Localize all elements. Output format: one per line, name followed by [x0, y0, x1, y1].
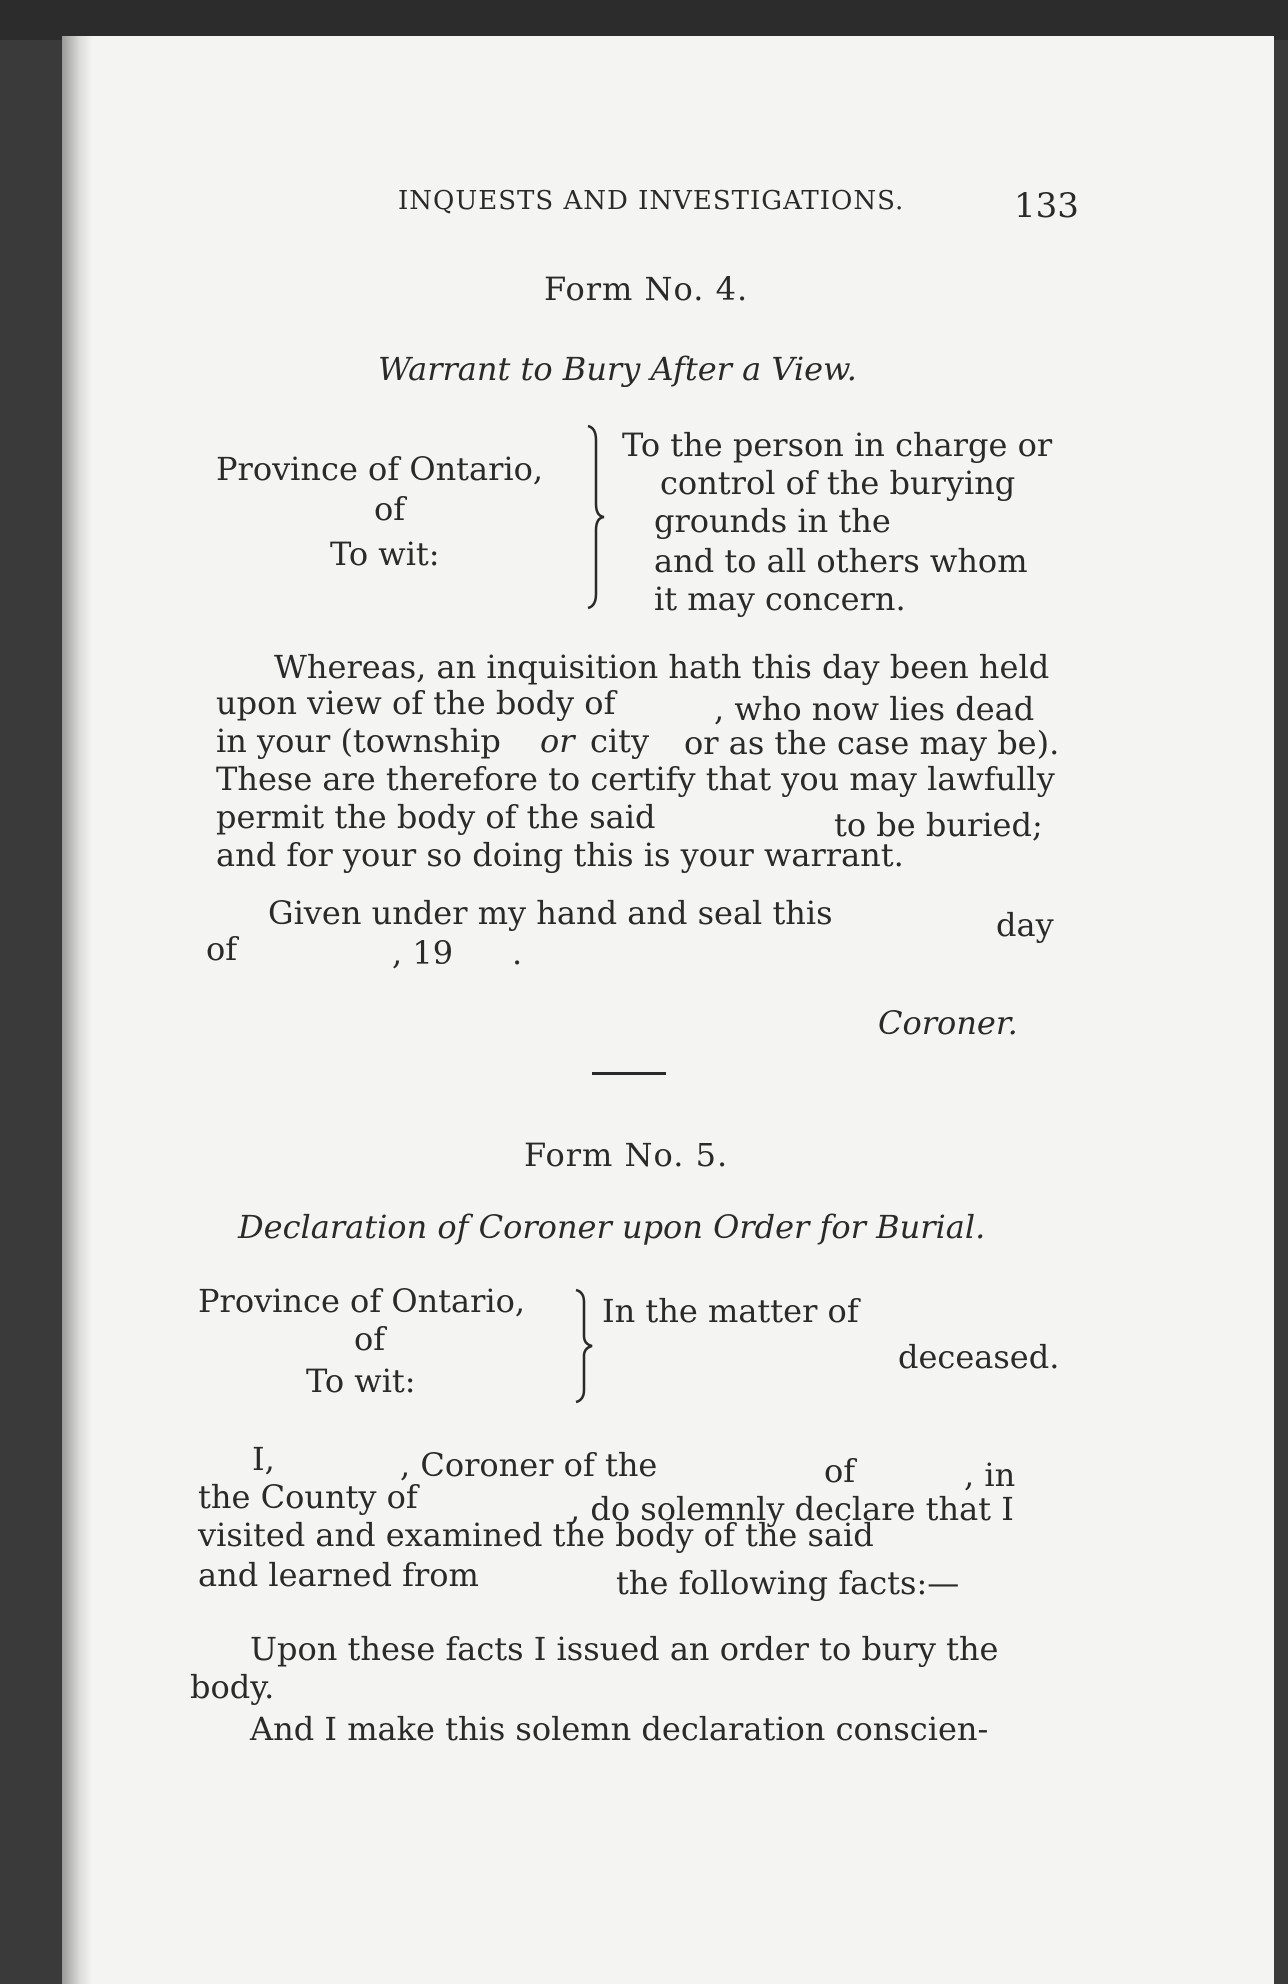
section-divider: [592, 1072, 666, 1075]
form5-para2-line1: Upon these facts I issued an order to bury the: [250, 1630, 999, 1668]
form4-body-line3b: or: [540, 722, 575, 760]
form4-signature: Coroner.: [878, 1004, 1018, 1042]
form5-title: Form No. 5.: [524, 1136, 729, 1174]
form4-address-line2: control of the burying: [660, 464, 1016, 502]
form5-brace: [570, 1288, 600, 1404]
form4-body-line6: and for your so doing this is your warrant.: [216, 836, 904, 874]
form4-given-year: , 19: [392, 934, 454, 972]
form4-body-line1: Whereas, an inquisition hath this day been held: [274, 648, 1050, 686]
form4-address-line1: To the person in charge or: [622, 426, 1053, 464]
form5-subtitle: Declaration of Coroner upon Order for Burial.: [238, 1208, 986, 1246]
form5-venue-of: of: [354, 1320, 386, 1358]
form4-body-line3c: city: [590, 722, 650, 760]
form4-given-line: Given under my hand and seal this: [268, 894, 833, 932]
form5-venue-towit: To wit:: [306, 1362, 416, 1400]
form5-body-l2a: the County of: [198, 1478, 418, 1516]
form4-body-line3a: in your (township: [216, 722, 501, 760]
page-gutter-shadow: [62, 36, 92, 1984]
page-number: 133: [1014, 186, 1079, 226]
form5-para3: And I make this solemn declaration conscien-: [250, 1710, 989, 1748]
form5-venue-province: Province of Ontario,: [198, 1282, 526, 1320]
form4-body-line4: These are therefore to certify that you may lawfully: [216, 760, 1055, 798]
form5-body-l2b: , do solemnly declare that I: [570, 1490, 1014, 1528]
running-title: INQUESTS AND INVESTIGATIONS.: [398, 186, 905, 216]
form5-body-l4a: and learned from: [198, 1556, 479, 1594]
form5-body-l1b: , Coroner of the: [400, 1446, 658, 1484]
form5-matter-line1: In the matter of: [602, 1292, 859, 1330]
form4-title: Form No. 4.: [544, 270, 749, 308]
form4-given-period: .: [512, 934, 523, 972]
form5-body-l1d: , in: [964, 1456, 1016, 1494]
scan-border: [0, 0, 1288, 40]
form4-address-line5: it may concern.: [654, 580, 906, 618]
form4-address-line4: and to all others whom: [654, 542, 1028, 580]
form4-given-of: of: [206, 930, 238, 968]
form5-body-l1c: of: [824, 1452, 856, 1490]
form4-body-line5a: permit the body of the said: [216, 798, 656, 836]
form5-body-l4b: the following facts:—: [616, 1564, 960, 1602]
form5-body-l3: visited and examined the body of the said: [198, 1516, 874, 1554]
form4-body-line2a: upon view of the body of: [216, 684, 616, 722]
form4-body-line3d: or as the case may be).: [684, 724, 1060, 762]
form5-matter-line2: deceased.: [898, 1338, 1060, 1376]
form4-body-line5b: to be buried;: [834, 806, 1043, 844]
form5-body-l1a: I,: [252, 1440, 275, 1478]
form4-address-line3: grounds in the: [654, 502, 891, 540]
form4-brace: [582, 424, 612, 610]
form4-venue-towit: To wit:: [330, 535, 440, 573]
form5-para2-line2: body.: [190, 1668, 275, 1706]
form4-subtitle: Warrant to Bury After a View.: [378, 350, 857, 388]
form4-venue-of: of: [374, 490, 406, 528]
form4-body-line2b: , who now lies dead: [714, 690, 1035, 728]
form4-venue-province: Province of Ontario,: [216, 450, 544, 488]
form4-given-day: day: [996, 906, 1054, 944]
